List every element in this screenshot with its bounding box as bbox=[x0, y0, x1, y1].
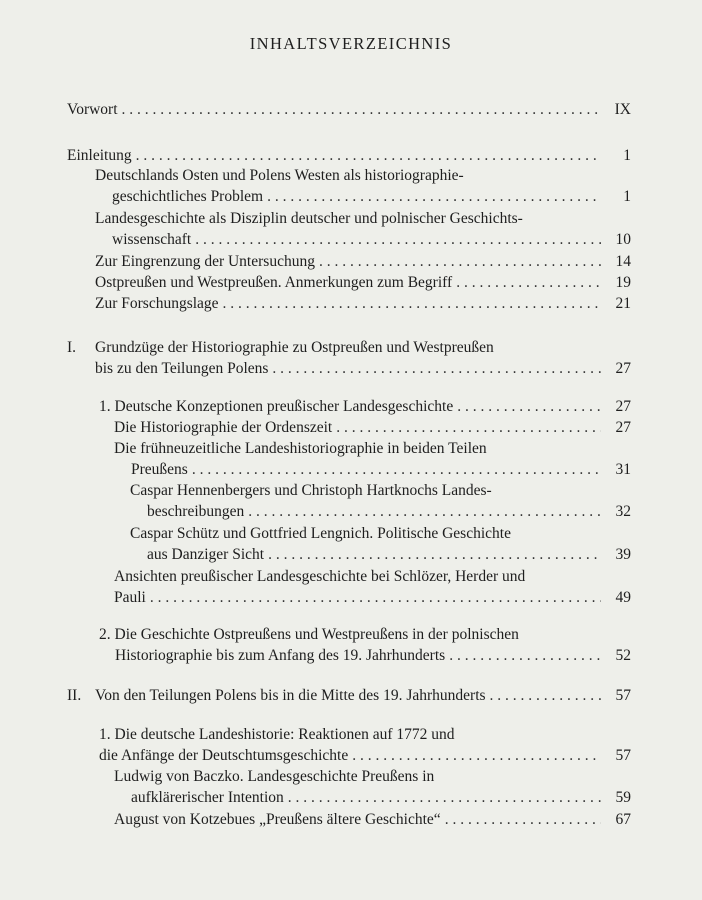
page-number: 32 bbox=[615, 503, 631, 520]
entry-title-line: Ostpreußen und Westpreußen. Anmerkungen zum Begriff bbox=[95, 274, 453, 291]
entry-title-line: Die Historiographie der Ordenszeit bbox=[114, 419, 333, 436]
dot-leader bbox=[445, 810, 601, 830]
toc-entry[interactable] bbox=[67, 146, 631, 166]
entry-title-line: Von den Teilungen Polens bis in die Mitte des 19. Jahrhunderts bbox=[95, 687, 486, 704]
dot-leader bbox=[150, 588, 601, 608]
dot-leader bbox=[352, 746, 601, 766]
dot-leader bbox=[319, 252, 601, 272]
dot-leader bbox=[449, 646, 601, 666]
page-number: 21 bbox=[615, 295, 631, 312]
entry-title-line: geschichtliches Problem bbox=[112, 188, 264, 205]
entry-title-line: Historiographie bis zum Anfang des 19. Jahrhunderts bbox=[115, 647, 446, 664]
toc-entry[interactable] bbox=[130, 481, 631, 522]
dot-leader bbox=[136, 146, 601, 166]
chapter-number: I. bbox=[67, 339, 77, 356]
toc-entry[interactable] bbox=[95, 252, 631, 272]
entry-title-line: Zur Forschungslage bbox=[95, 295, 219, 312]
dot-leader bbox=[267, 187, 601, 207]
dot-leader bbox=[268, 545, 601, 565]
page-number: 1 bbox=[623, 188, 631, 205]
dot-leader bbox=[192, 460, 601, 480]
entry-title-line: 1. Deutsche Konzeptionen preußischer Landesgeschichte bbox=[99, 398, 454, 415]
entry-title-line: Caspar Hennenbergers und Christoph Hartknochs Landes- bbox=[130, 482, 492, 499]
entry-title-line: Zur Eingrenzung der Untersuchung bbox=[95, 253, 315, 270]
page-number: 27 bbox=[615, 419, 631, 436]
entry-title-line: Einleitung bbox=[67, 147, 132, 164]
dot-leader bbox=[288, 788, 601, 808]
entry-title-line: die Anfänge der Deutschtumsgeschichte bbox=[99, 747, 349, 764]
page-number: 1 bbox=[623, 147, 631, 164]
dot-leader bbox=[248, 502, 601, 522]
entry-title-line: Ansichten preußischer Landesgeschichte bei Schlözer, Herder und bbox=[114, 568, 526, 585]
toc-entry[interactable] bbox=[99, 625, 631, 666]
toc-entry[interactable] bbox=[130, 524, 631, 565]
entry-title-line: August von Kotzebues „Preußens ältere Geschichte“ bbox=[114, 811, 441, 828]
entry-title-line: Ludwig von Baczko. Landesgeschichte Preußens in bbox=[114, 768, 435, 785]
toc-entry[interactable] bbox=[114, 810, 631, 830]
toc-entry[interactable] bbox=[114, 767, 631, 808]
entry-title-line: beschreibungen bbox=[147, 503, 245, 520]
page-number: 14 bbox=[615, 253, 631, 270]
entry-title-line: Landesgeschichte als Disziplin deutscher und polnischer Geschichts- bbox=[95, 210, 523, 227]
entry-title-line: wissenschaft bbox=[112, 231, 192, 248]
page-number: 57 bbox=[615, 687, 631, 704]
page-number: 27 bbox=[615, 360, 631, 377]
page-number: IX bbox=[614, 101, 631, 118]
entry-title-line: bis zu den Teilungen Polens bbox=[95, 360, 269, 377]
dot-leader bbox=[490, 686, 601, 706]
dot-leader bbox=[336, 418, 601, 438]
toc-entry[interactable] bbox=[99, 397, 631, 417]
toc-entry[interactable] bbox=[95, 209, 631, 250]
toc-entry[interactable] bbox=[114, 439, 631, 480]
page-number: 67 bbox=[615, 811, 631, 828]
dot-leader bbox=[272, 359, 601, 379]
dot-leader bbox=[195, 230, 601, 250]
page-number: 10 bbox=[615, 231, 631, 248]
entry-title-line: Deutschlands Osten und Polens Westen als historiographie- bbox=[95, 167, 464, 184]
dot-leader bbox=[457, 397, 601, 417]
page-number: 52 bbox=[615, 647, 631, 664]
entry-title-line: Die frühneuzeitliche Landeshistoriographie in beiden Teilen bbox=[114, 440, 487, 457]
page-number: 59 bbox=[615, 789, 631, 806]
toc-entry[interactable] bbox=[67, 338, 631, 379]
page-number: 31 bbox=[615, 461, 631, 478]
page-number: 39 bbox=[615, 546, 631, 563]
dot-leader bbox=[122, 100, 601, 120]
toc-entry[interactable] bbox=[67, 100, 631, 120]
dot-leader bbox=[223, 294, 601, 314]
entry-title-line: Pauli bbox=[114, 589, 146, 606]
page-number: 27 bbox=[615, 398, 631, 415]
page-number: 19 bbox=[615, 274, 631, 291]
toc-entry[interactable] bbox=[114, 567, 631, 608]
chapter-number: II. bbox=[67, 687, 82, 704]
page-number: 57 bbox=[615, 747, 631, 764]
entry-title-line: Caspar Schütz und Gottfried Lengnich. Politische Geschichte bbox=[130, 525, 511, 542]
toc-entry[interactable] bbox=[67, 686, 631, 706]
toc-entry[interactable] bbox=[95, 166, 631, 207]
toc-entry[interactable] bbox=[99, 725, 631, 766]
entry-title-line: Grundzüge der Historiographie zu Ostpreußen und Westpreußen bbox=[95, 339, 494, 356]
page-title: INHALTSVERZEICHNIS bbox=[249, 34, 453, 53]
entry-title-line: aus Danziger Sicht bbox=[147, 546, 265, 563]
entry-title-line: Preußens bbox=[131, 461, 188, 478]
entry-title-line: aufklärerischer Intention bbox=[131, 789, 284, 806]
entry-title-line: Vorwort bbox=[67, 101, 118, 118]
toc-entry[interactable] bbox=[95, 294, 631, 314]
entry-title-line: 1. Die deutsche Landeshistorie: Reaktionen auf 1772 und bbox=[99, 726, 455, 743]
page-number: 49 bbox=[615, 589, 631, 606]
dot-leader bbox=[456, 273, 601, 293]
toc-entry[interactable] bbox=[95, 273, 631, 293]
toc-entry[interactable] bbox=[114, 418, 631, 438]
entry-title-line: 2. Die Geschichte Ostpreußens und Westpreußens in der polnischen bbox=[99, 626, 519, 643]
